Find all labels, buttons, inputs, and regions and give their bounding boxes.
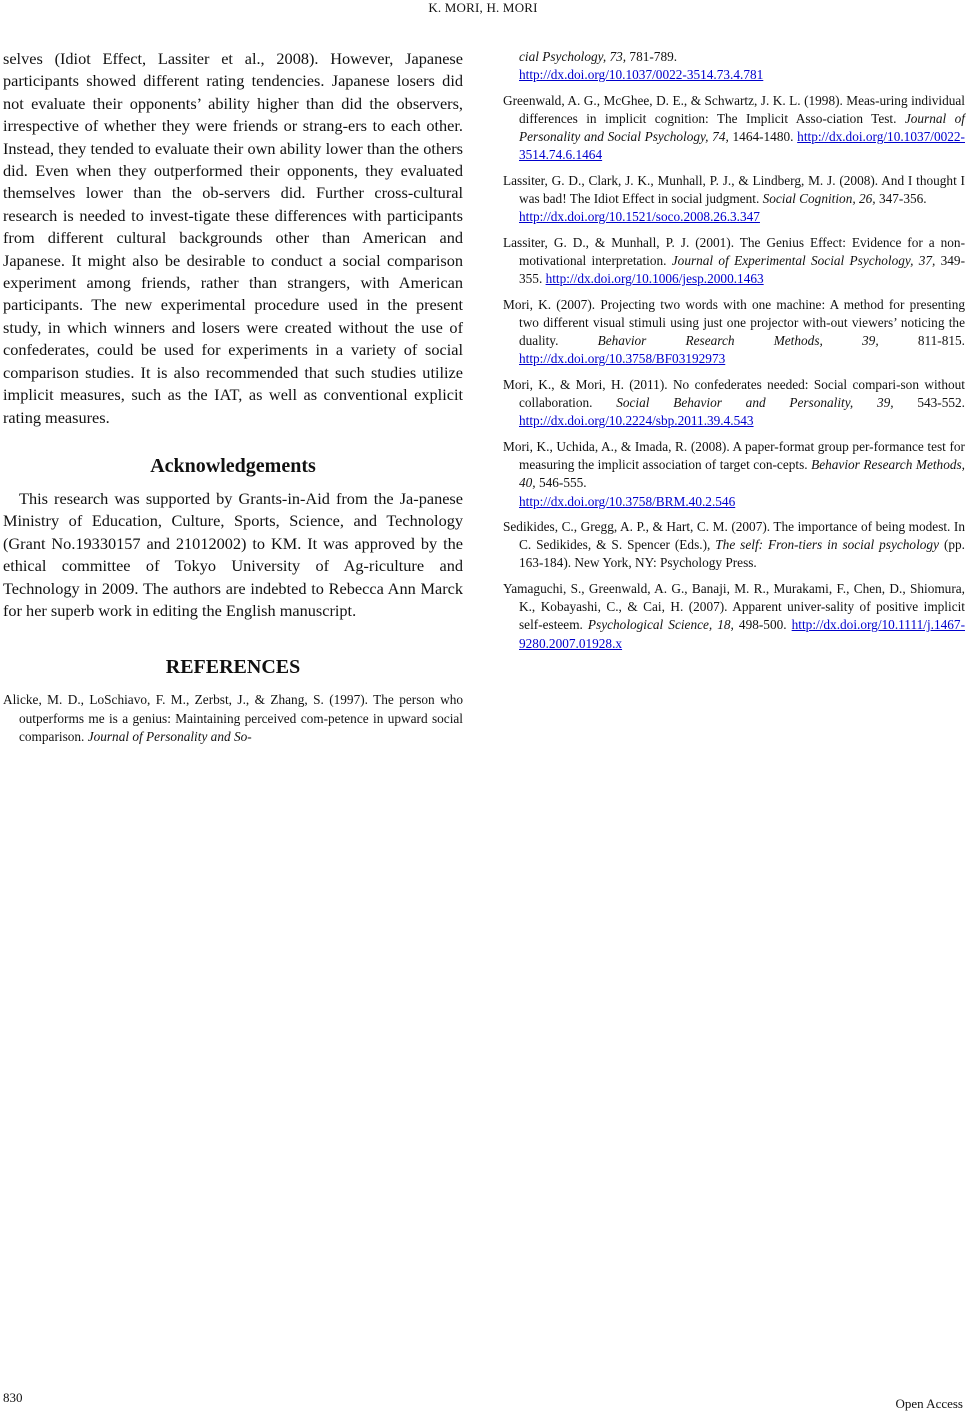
reference-journal: cial Psychology, 73, — [519, 49, 627, 64]
reference-entry — [3, 691, 463, 746]
reference-doi-link[interactable]: http://dx.doi.org/10.1521/soco.2008.26.3.347 — [519, 209, 760, 225]
reference-text: 1464-1480. — [728, 129, 798, 145]
reference-text: 543-552. — [893, 395, 965, 411]
reference-text: Sedikides, C., Gregg, A. P., & Hart, C. M. (2007). The importance of being modest. In C. Sedikides, & S. Spencer (Eds.), — [503, 518, 965, 553]
reference-journal: Psychological Science, 18, — [587, 617, 734, 633]
right-column — [503, 48, 965, 660]
reference-doi-link[interactable]: http://dx.doi.org/10.1037/0022-3514.74.6.1464 — [519, 129, 965, 163]
reference-doi-link[interactable]: http://dx.doi.org/10.1111/j.1467-9280.2007.01928.x — [519, 617, 965, 651]
reference-text: 546-555. — [535, 475, 587, 491]
left-column — [3, 48, 463, 753]
reference-journal: Journal of Experimental Social Psychology, 37, — [671, 252, 936, 268]
reference-text: Lassiter, G. D., Clark, J. K., Munhall, P. J., & Lindberg, M. J. (2008). And I thought I was bad! The Idiot Effect in social judgment. — [503, 172, 965, 207]
reference-entry — [503, 438, 965, 511]
reference-journal: Journal of Personality and Social Psychology, 74, — [519, 110, 965, 145]
acknowledgements-text: This research was supported by Grants-in-Aid from the Ja-panese Ministry of Education, Culture, Sports, Science, and Technology (Grant No.19330157 and 21012002) to KM. It was approved by the ethical committee of Tokyo University of Ag-riculture and Technology in 2009. The authors are indebted to Rebecca Ann Marck for her superb work in editing the English manuscript. — [3, 488, 463, 620]
reference-entry — [503, 580, 965, 653]
reference-journal: Journal of Personality and So- — [87, 728, 252, 744]
reference-doi-link[interactable]: http://dx.doi.org/10.3758/BRM.40.2.546 — [519, 493, 736, 509]
reference-text: 349-355. — [519, 252, 965, 287]
reference-text: Alicke, M. D., LoSchiavo, F. M., Zerbst, J., & Zhang, S. (1997). The person who outperforms me is a genius: Maintaining perceived com-petence in upward social comparison. — [3, 692, 463, 744]
reference-text: 781-789. — [626, 49, 678, 64]
acknowledgements-heading: Acknowledgements — [150, 454, 316, 477]
reference-text: Mori, K. (2007). Projecting two words with one machine: A method for presenting two different visual stimuli using just one projector with-out viewers’ noticing the duality. — [503, 296, 965, 349]
reference-text: Lassiter, G. D., & Munhall, P. J. (2001). The Genius Effect: Evidence for a non-motivational interpretation. — [503, 234, 965, 268]
running-header: K. MORI, H. MORI — [428, 0, 538, 15]
reference-journal: Behavior Research Methods, 39, — [597, 333, 879, 349]
reference-journal: Social Cognition, 26, — [762, 191, 876, 207]
reference-entry — [503, 376, 965, 431]
reference-text: Greenwald, A. G., McGhee, D. E., & Schwartz, J. K. L. (1998). Meas-uring individual differences in implicit cognition: The Implicit Asso-ciation Test. — [503, 92, 965, 126]
reference-entry — [503, 296, 965, 369]
reference-doi-link[interactable]: http://dx.doi.org/10.1037/0022-3514.73.4.781 — [519, 67, 764, 83]
reference-text: Mori, K., & Mori, H. (2011). No confederates needed: Social compari-son without collaboration. — [503, 376, 965, 411]
open-access-label: Open Access — [895, 1396, 963, 1411]
reference-text: Mori, K., Uchida, A., & Imada, R. (2008). A paper-format group per-formance test for measuring the implicit association of target con-cepts. — [503, 438, 965, 472]
reference-text: 347-356. — [875, 191, 927, 207]
reference-text: 498-500. — [733, 617, 792, 633]
references-heading: REFERENCES — [165, 656, 301, 679]
reference-doi-link[interactable]: http://dx.doi.org/10.1006/jesp.2000.1463 — [545, 271, 764, 287]
reference-doi-link[interactable]: http://dx.doi.org/10.2224/sbp.2011.39.4.543 — [519, 413, 754, 429]
reference-entry — [503, 92, 965, 165]
reference-entry — [503, 234, 965, 289]
reference-doi-link[interactable]: http://dx.doi.org/10.3758/BF03192973 — [519, 351, 726, 367]
reference-entry-continued — [503, 48, 965, 85]
reference-journal: Behavior Research Methods, 40, — [519, 456, 965, 491]
reference-journal: Social Behavior and Personality, 39, — [616, 395, 894, 411]
page-number: 830 — [3, 1390, 23, 1405]
reference-entry — [503, 172, 965, 227]
reference-text: (pp. 163-184). New York, NY: Psychology Press. — [519, 537, 965, 571]
reference-entry — [503, 518, 965, 573]
reference-journal: The self: Fron-tiers in social psychology — [715, 537, 939, 553]
reference-text: 811-815. — [878, 333, 965, 349]
reference-text: Yamaguchi, S., Greenwald, A. G., Banaji, M. R., Murakami, F., Chen, D., Shiomura, K., Kobayashi, C., & Cai, H. (2007). Apparent univer-sality of positive implicit self-esteem. — [503, 580, 965, 633]
discussion-paragraph: selves (Idiot Effect, Lassiter et al., 2008). However, Japanese participants showed different rating tendencies. Japanese losers did not evaluate their opponents’ ability higher than did the observers, irrespective of whether they were friends or strang-ers to each other. Instead, they tended to evaluate their own ability lower than the others did. Even when they outperformed their opponents, they evaluated themselves lower than the ob-servers did. Further cross-cultural research is needed to invest-tigate these differences with participants from different cultural backgrounds other than American and Japanese. It might also be desirable to conduct a social comparison experiment among friends, rather than strangers, with American participants. The new experimental procedure used in the present study, in which winners and losers were created without the use of confederates, could be used for experiments in a variety of social comparison studies. It is also recommended that such studies utilize implicit measures, such as the IAT, as well as conventional explicit rating measures. — [3, 49, 463, 427]
